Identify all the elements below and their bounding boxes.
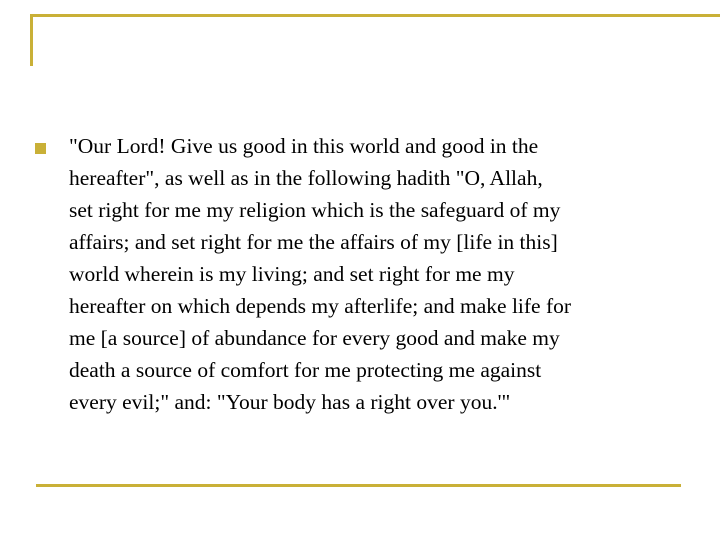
text-line: death a source of comfort for me protecting me against (69, 358, 542, 382)
text-line: "Our Lord! Give us good in this world and good in the (69, 134, 539, 158)
text-line: hereafter", as well as in the following hadith "O, Allah, (69, 166, 543, 190)
bottom-horizontal-rule (36, 484, 681, 487)
bullet-paragraph (69, 130, 689, 418)
top-horizontal-rule (30, 14, 720, 17)
text-line: world wherein is my living; and set right for me my (69, 262, 515, 286)
text-line: affairs; and set right for me the affairs of my [life in this] (69, 230, 558, 254)
text-line: every evil;" and: "Your body has a right over you.'" (69, 390, 511, 414)
text-line: hereafter on which depends my afterlife; and make life for (69, 294, 572, 318)
square-bullet-icon (35, 143, 46, 154)
text-line: set right for me my religion which is the safeguard of my (69, 198, 561, 222)
text-line: me [a source] of abundance for every good and make my (69, 326, 560, 350)
corner-vertical-rule (30, 14, 33, 66)
